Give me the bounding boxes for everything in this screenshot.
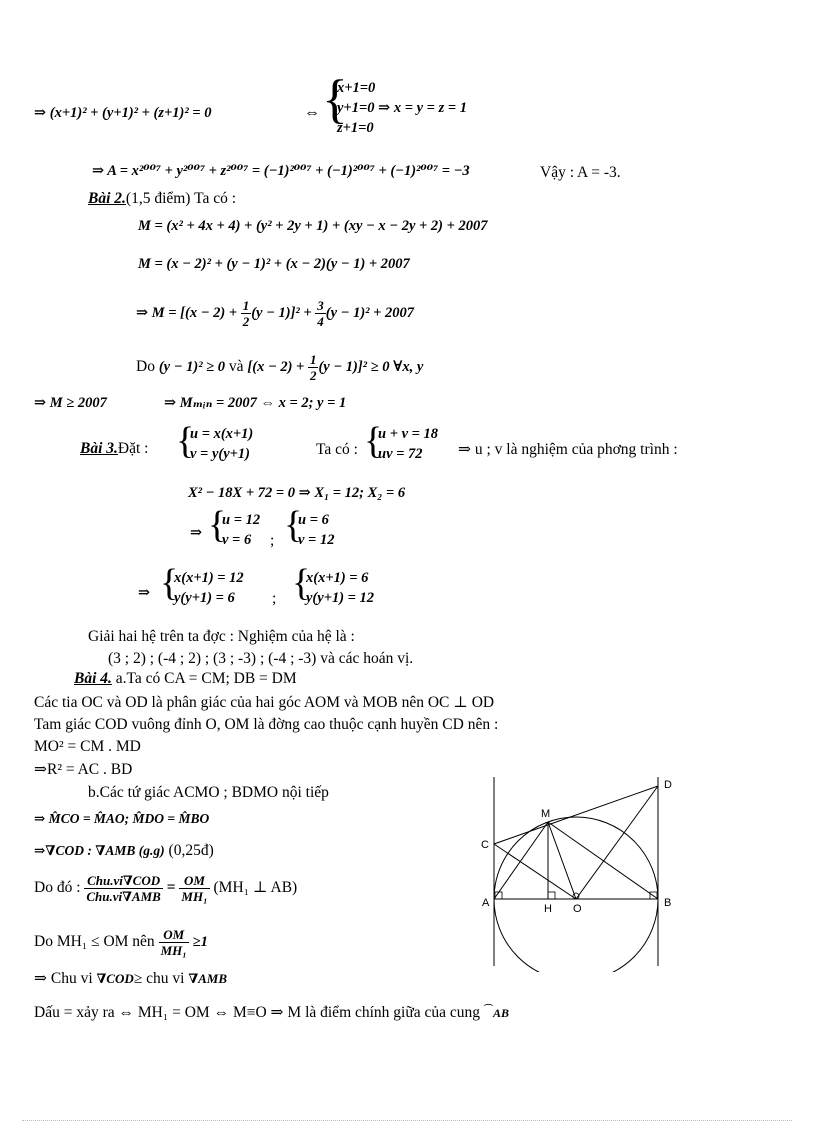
- sys-row: x(x+1) = 12: [174, 570, 244, 586]
- circle-O: [494, 817, 658, 972]
- m3-mid: (y − 1)]² +: [251, 304, 316, 321]
- equation-sum-squares: ⇒ (x+1)² + (y+1)² + (z+1)² = 0: [34, 105, 212, 121]
- segment-MO: [548, 822, 576, 899]
- separator: ;: [272, 590, 277, 607]
- frac-num: OM: [159, 927, 189, 943]
- sys-row: u = 6: [298, 512, 329, 528]
- frac-num: 1: [309, 352, 317, 367]
- right-angle-H: [548, 892, 555, 899]
- geometry-figure: [478, 772, 694, 972]
- bai3-label: Bài 3.: [80, 440, 118, 457]
- bai3-tail: ⇒ u ; v là nghiệm của phơng trình :: [458, 441, 678, 458]
- sys-row: y+1=0 ⇒ x = y = z = 1: [337, 100, 467, 116]
- frac-den: MH₁: [181, 888, 208, 904]
- arc-icon: ⌒: [483, 1004, 493, 1014]
- om-mh-fraction: [159, 927, 189, 958]
- sys-row: z+1=0: [337, 120, 374, 136]
- bai4-line: [74, 670, 297, 688]
- half-fraction: [241, 298, 252, 329]
- M-complete-square: [136, 298, 414, 329]
- system-brace: {: [364, 420, 383, 462]
- solution-list: (3 ; 2) ; (-4 ; 2) ; (3 ; -3) ; (-4 ; -3) và các hoán vị.: [108, 650, 414, 667]
- system-brace: {: [160, 562, 179, 604]
- points-note: (0,25đ): [164, 842, 214, 859]
- do-label: Do: [136, 357, 155, 375]
- frac-num: OM: [179, 873, 209, 889]
- perim-b: ∇COD: [96, 971, 134, 986]
- min-value: ⇒ Mₘᵢₙ = 2007 ⇔ x = 2; y = 1: [164, 395, 347, 411]
- segment-CO: [494, 844, 576, 899]
- frac-den: Chu.vi∇AMB: [86, 888, 161, 904]
- frac-den: 4: [317, 314, 324, 329]
- bai2-label: Bài 2.: [88, 190, 126, 207]
- perim-d: ∇AMB: [188, 971, 228, 986]
- implies-symbol: ⇒: [190, 525, 203, 541]
- tangent-CD: [494, 786, 658, 844]
- ratio-ineq: [34, 924, 208, 960]
- do-do-label: Do đó :: [34, 879, 81, 896]
- para-mo-squared: MO² = CM . MD: [34, 738, 141, 755]
- M-expand: M = (x² + 4x + 4) + (y² + 2y + 1) + (xy − x − 2y + 2) + 2007: [138, 218, 488, 234]
- sys-row: x(x+1) = 6: [306, 570, 369, 586]
- bai4-label: Bài 4.: [74, 670, 112, 687]
- equality-text: Dấu = xảy ra ⇔ MH₁ = OM ⇔ M≡O ⇒ M là điểm chính giữa của cung: [34, 1004, 484, 1021]
- equals-sign: =: [166, 879, 176, 896]
- label-B: B: [664, 897, 672, 909]
- perimeter-ineq: [34, 970, 227, 988]
- bai3-dat: Đặt :: [117, 440, 149, 457]
- system-brace: {: [322, 69, 348, 129]
- label-D: D: [664, 779, 672, 791]
- perimeter-fraction: [84, 873, 162, 904]
- similar-expr: ⇒∇COD : ∇AMB (g.g): [34, 843, 165, 858]
- segment-AM: [494, 822, 548, 899]
- do-line: [136, 352, 423, 383]
- system-uv-a: [222, 510, 260, 550]
- arc-label: AB: [492, 1006, 509, 1020]
- system-brace: {: [176, 420, 195, 462]
- system-uv-b: [298, 510, 334, 550]
- label-C: C: [481, 839, 489, 851]
- perim-c: ≥ chu vi: [133, 970, 189, 987]
- segment-DO: [576, 786, 658, 899]
- sys-row: v = 12: [298, 532, 335, 548]
- three-quarter-fraction: [315, 298, 326, 329]
- bai4-a: a.Ta có CA = CM; DB = DM: [111, 670, 297, 687]
- sys-row: y(y+1) = 12: [306, 590, 375, 606]
- do-va: và: [228, 357, 244, 375]
- bai2-intro: (1,5 điểm) Ta có :: [125, 190, 237, 207]
- frac-num: 3: [317, 298, 324, 313]
- sys-row: x+1=0: [337, 80, 376, 96]
- half-fraction: [308, 352, 319, 383]
- system-xy-a: [174, 568, 244, 608]
- sys-row: v = 6: [222, 532, 252, 548]
- equality-condition: [34, 1000, 509, 1022]
- om-mh-fraction: [179, 873, 209, 904]
- system-sum-product: [378, 424, 438, 464]
- equation-A: ⇒ A = x²⁰⁰⁷ + y²⁰⁰⁷ + z²⁰⁰⁷ = (−1)²⁰⁰⁷ + (−1)²⁰⁰⁷ + (−1)²⁰⁰⁷ = −3: [92, 163, 470, 179]
- system-brace: {: [292, 562, 311, 604]
- ratio-post: ≥1: [192, 934, 208, 950]
- quadratic: X² − 18X + 72 = 0 ⇒ X₁ = 12; X₂ = 6: [188, 485, 406, 501]
- implies-symbol: ⇒: [138, 585, 151, 601]
- system-brace: {: [284, 504, 303, 546]
- sys-row: u = 12: [222, 512, 261, 528]
- separator: ;: [270, 532, 275, 549]
- angle-equality: ⇒ M̂CO = M̂AO; M̂DO = M̂BO: [34, 811, 210, 826]
- sys-row: u = x(x+1): [190, 426, 254, 442]
- conclusion-A: Vậy : A = -3.: [540, 164, 621, 181]
- bai2-line: [88, 190, 236, 208]
- m3-post: (y − 1)² + 2007: [325, 304, 415, 321]
- frac-den: 2: [242, 314, 250, 329]
- system-xyz: [337, 78, 467, 138]
- m3-pre: ⇒ M = [(x − 2) +: [136, 304, 241, 321]
- ratio-pre: Do MH₁ ≤ OM nên: [34, 933, 155, 950]
- system-brace: {: [208, 504, 227, 546]
- system-uv-def: [190, 424, 253, 464]
- arc-AB: [484, 1006, 509, 1020]
- para-cyclic: b.Các tứ giác ACMO ; BDMO nội tiếp: [88, 784, 329, 801]
- frac-num: 1: [242, 298, 250, 313]
- M-rewrite: M = (x − 2)² + (y − 1)² + (x − 2)(y − 1) + 2007: [138, 256, 410, 272]
- sys-row: v = y(y+1): [190, 446, 250, 462]
- para-bisector: Các tia OC và OD là phân giác của hai góc AOM và MOB nên OC ⊥ OD: [34, 694, 495, 711]
- frac-num: Chu.vi∇COD: [84, 873, 162, 889]
- bai3-line: [80, 440, 148, 458]
- similar-triangles: [34, 842, 214, 860]
- do-expr2-pre: [(x − 2) +: [247, 358, 308, 375]
- page-footer-rule: [22, 1120, 792, 1121]
- para-right-triangle: Tam giác COD vuông đỉnh O, OM là đờng cao thuộc cạnh huyền CD nên :: [34, 716, 499, 733]
- frac-den: MH₁: [160, 942, 187, 958]
- label-H: H: [544, 903, 552, 915]
- segment-BM: [548, 822, 658, 899]
- bai3-taco: Ta có :: [316, 441, 358, 458]
- do-expr2: [247, 352, 424, 383]
- label-O: O: [573, 903, 582, 915]
- perp-note: (MH₁ ⊥ AB): [213, 879, 298, 896]
- min-ineq: ⇒ M ≥ 2007: [34, 395, 107, 411]
- do-expr2-post: (y − 1)]² ≥ 0 ∀x, y: [318, 358, 424, 375]
- label-A: A: [482, 897, 490, 909]
- label-M: M: [541, 808, 551, 820]
- sys-row: y(y+1) = 6: [174, 590, 235, 606]
- frac-den: 2: [309, 368, 317, 383]
- system-xy-b: [306, 568, 374, 608]
- solve-line: Giải hai hệ trên ta đợc : Nghiệm của hệ là :: [88, 628, 355, 645]
- para-r-squared: ⇒R² = AC . BD: [34, 761, 133, 778]
- equiv-symbol: ⇔: [304, 104, 320, 121]
- do-expr1: (y − 1)² ≥ 0: [158, 358, 226, 375]
- sys-row: uv = 72: [378, 446, 423, 462]
- sys-row: u + v = 18: [378, 426, 439, 442]
- perim-a: ⇒ Chu vi: [34, 970, 97, 987]
- perimeter-ratio: [34, 870, 297, 906]
